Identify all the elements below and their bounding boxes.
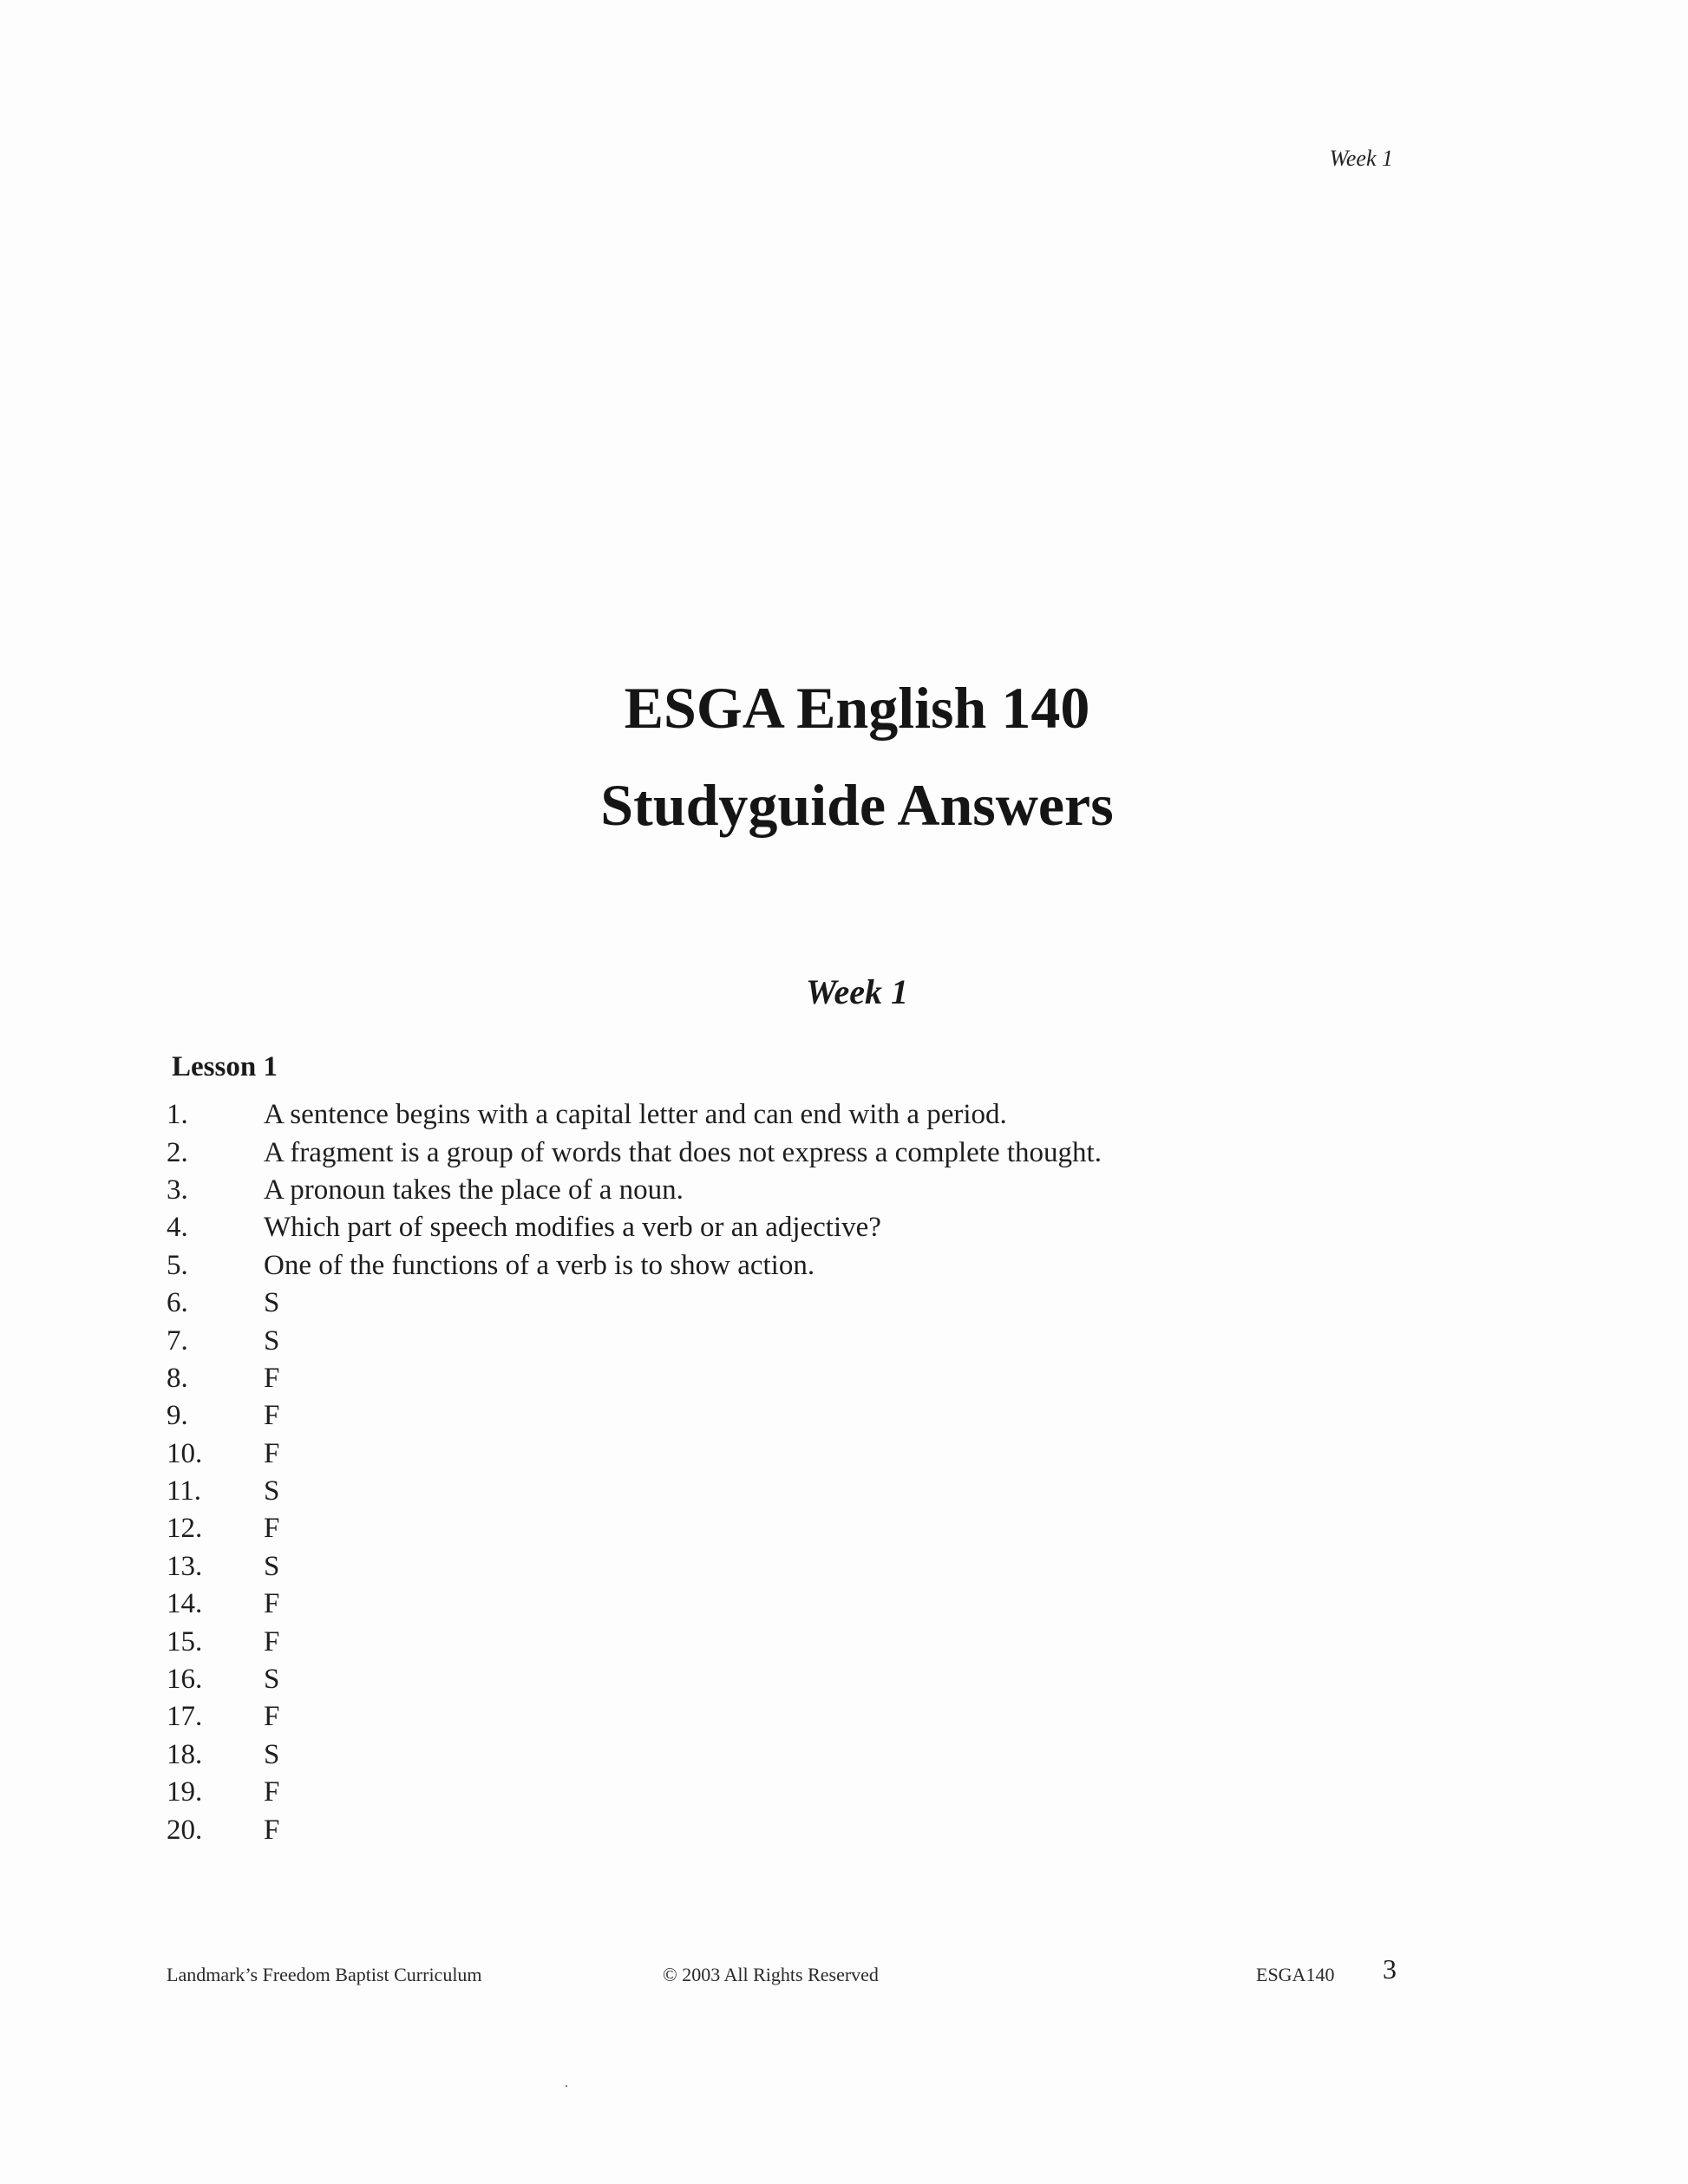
answer-item: [167, 1586, 1102, 1623]
answer-number: 20.: [167, 1814, 203, 1846]
answer-item: [167, 1548, 1102, 1586]
answer-item: [167, 1510, 1102, 1547]
answer-text: S: [264, 1475, 280, 1507]
answer-text: F: [264, 1513, 280, 1545]
answer-number: 7.: [167, 1324, 188, 1357]
footer-publisher: Landmark’s Freedom Baptist Curriculum: [167, 1964, 482, 1985]
answer-number: 8.: [167, 1362, 188, 1394]
answer-text: F: [264, 1701, 280, 1733]
answer-text: F: [264, 1625, 280, 1658]
answer-number: 15.: [167, 1625, 203, 1658]
answer-text: Which part of speech modifies a verb or an adjective?: [264, 1212, 881, 1244]
answer-item: [167, 1360, 1102, 1397]
footer-copyright: © 2003 All Rights Reserved: [663, 1964, 879, 1985]
answer-item: [167, 1172, 1102, 1209]
answer-item: [167, 1397, 1102, 1435]
answer-number: 16.: [167, 1664, 203, 1696]
answer-item: [167, 1473, 1102, 1510]
title-subtitle: Studyguide Answers: [600, 772, 1114, 838]
document-title: [0, 659, 1688, 853]
answer-text: F: [264, 1362, 280, 1394]
answer-item: [167, 1811, 1102, 1848]
answer-number: 14.: [167, 1588, 203, 1620]
week-heading: Week 1: [805, 972, 909, 1011]
answer-item: [167, 1209, 1102, 1246]
answer-number: 12.: [167, 1513, 203, 1545]
answer-item: [167, 1623, 1102, 1660]
answer-text: S: [264, 1324, 280, 1357]
answer-number: 6.: [167, 1287, 188, 1319]
answer-item: [167, 1774, 1102, 1811]
answer-item: [167, 1661, 1102, 1698]
answer-number: 11.: [167, 1475, 202, 1507]
answer-item: [167, 1285, 1102, 1322]
answer-text: F: [264, 1400, 280, 1432]
answer-text: A fragment is a group of words that does not express a complete thought.: [264, 1136, 1102, 1168]
answer-number: 13.: [167, 1550, 203, 1582]
footer-course-code: ESGA140: [1256, 1964, 1335, 1985]
answer-text: F: [264, 1588, 280, 1620]
answer-number: 5.: [167, 1249, 188, 1281]
answer-item: [167, 1698, 1102, 1736]
title-course: ESGA English 140: [624, 675, 1090, 741]
answer-item: [167, 1322, 1102, 1359]
answer-text: F: [264, 1814, 280, 1846]
answer-text: S: [264, 1550, 280, 1582]
answer-list: [167, 1096, 1102, 1849]
answer-item: [167, 1435, 1102, 1473]
answer-number: 4.: [167, 1212, 188, 1244]
answer-number: 1.: [167, 1099, 188, 1131]
answer-number: 17.: [167, 1701, 203, 1733]
answer-number: 2.: [167, 1136, 188, 1168]
answer-item: [167, 1247, 1102, 1285]
answer-number: 9.: [167, 1400, 188, 1432]
answer-number: 19.: [167, 1776, 203, 1808]
answer-number: 18.: [167, 1738, 203, 1770]
scan-speck: [566, 2085, 567, 2087]
page-number: 3: [1383, 1953, 1397, 1985]
answer-number: 10.: [167, 1437, 203, 1469]
answer-item: [167, 1134, 1102, 1171]
lesson-heading: Lesson 1: [172, 1051, 278, 1082]
answer-text: F: [264, 1437, 280, 1469]
answer-text: S: [264, 1738, 280, 1770]
answer-text: F: [264, 1776, 280, 1808]
answer-text: S: [264, 1664, 280, 1696]
answer-number: 3.: [167, 1174, 188, 1206]
answer-text: S: [264, 1287, 280, 1319]
answer-item: [167, 1096, 1102, 1134]
answer-text: A sentence begins with a capital letter and can end with a period.: [264, 1099, 1007, 1131]
answer-text: A pronoun takes the place of a noun.: [264, 1174, 684, 1206]
running-header-week: Week 1: [1329, 146, 1393, 171]
answer-text: One of the functions of a verb is to show action.: [264, 1249, 815, 1281]
answer-item: [167, 1736, 1102, 1774]
